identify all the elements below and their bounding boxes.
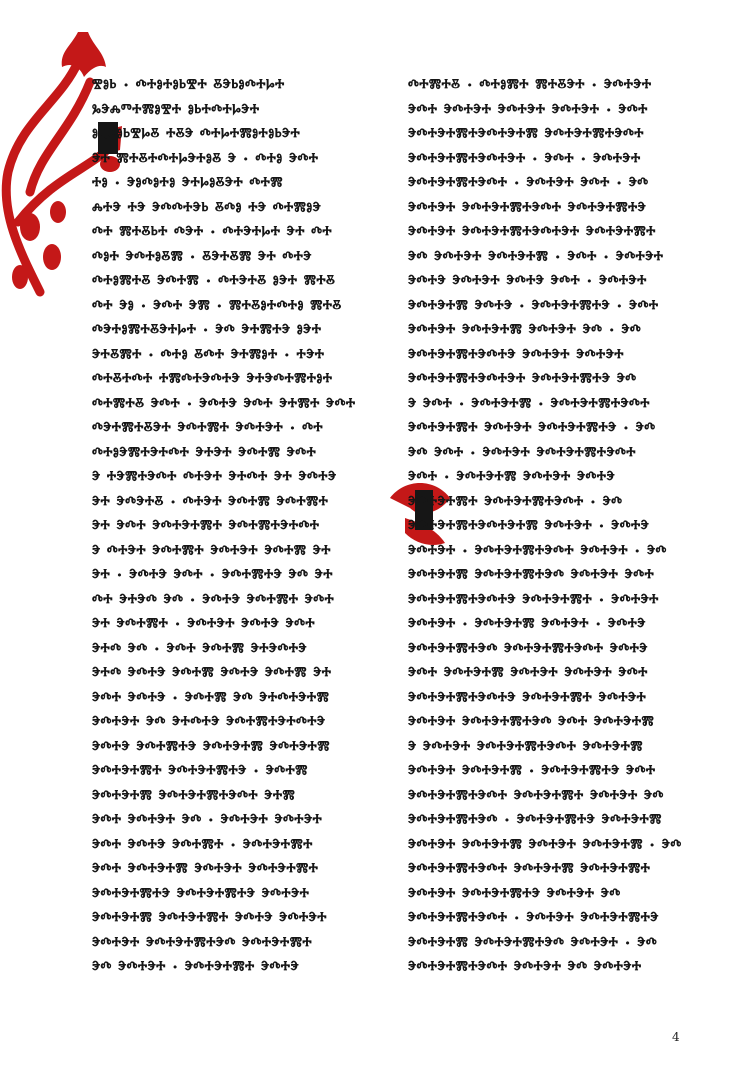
- text-line: ⰵⰰⰴ ⰵⰴⰰⰵ ⰵⰴⰰⰿ ⰵⰴⰰⰵ ⰵⰴⰰⰿ ⰵⰰ: [92, 664, 332, 684]
- text-line: ⰵⰴⰰⰵⰰ · ⰵⰴⰰⰵⰰⰿ ⰵⰴⰰⰵⰰ · ⰵⰴⰰⰵ: [408, 615, 646, 635]
- text-line: ⰵⰴ ⰵⰴⰰⰵⰰ ⰵⰴⰰⰵⰰⰿ · ⰵⰴⰰ · ⰵⰴⰰⰵⰰ: [408, 247, 664, 268]
- text-line: ⰴⰰⱁⰿⰰⰻ ⰵⰴⰰⰿ · ⰴⰰⰵⰰⰻ ⱁⰵⰰ ⰿⰰⰻ: [92, 272, 336, 292]
- text-line: ⰴⱁⰰ ⰵⰴⰰⱁⰻⰿ · ⰻⰵⰰⰻⰿ ⰵⰰ ⰴⰰⰵ: [92, 247, 312, 268]
- text-line: ⰵⰴⰰⰵⰰⰿⰰⰵⰴⰰⰵ ⰵⰴⰰⰵⰰⰿⰰ · ⰵⰴⰰⰵⰰ: [408, 590, 659, 611]
- right-text-column: [408, 74, 698, 981]
- text-line: ⰵⰰ · ⰵⰴⰰⰵ ⰵⰴⰰ · ⰵⰴⰰⰿⰰⰵ ⰵⰴ ⰵⰰ: [92, 566, 333, 586]
- text-line: ⰵⰴⰰ ⰵⰴⰰⰵⰰⰿ ⰵⰴⰰⰵⰰ ⰵⰴⰰⰵⰰⰿⰰ: [92, 860, 319, 880]
- text-line: ⰵⰰⰻⰿⰰ · ⰴⰰⱁ ⰻⰴⰰ ⰵⰰⰿⱁⰰ · ⰰⰵⰰ: [92, 345, 325, 366]
- text-line: ⰵⰴⰰⰵⰰⰿⰰⰵⰴⰰ · ⰵⰴⰰⰵⰰ ⰵⰴⰰ · ⰵⰴ: [408, 174, 649, 194]
- text-line: ⰴⰰ ⰵⰰⰵⰴ ⰵⰴ · ⰵⰴⰰⰵ ⰵⰴⰰⰿⰰ ⰵⰴⰰ: [92, 590, 335, 611]
- text-line: ⰴⰵⰰⱁⰿⰰⰻⰵⰰⱈⰰ · ⰵⰴ ⰵⰰⰿⰰⰵ ⱁⰵⰰ: [92, 321, 322, 341]
- text-line: ⰵⰴⰰⰵⰰ ⰵⰴⰰⰵⰰⰿⰰⰵ ⰵⰴⰰⰵⰰ ⰵⰴ: [408, 884, 621, 905]
- text-line: ⰴⰰⰿⰰⰻ ⰵⰴⰰ · ⰵⰴⰰⰵ ⰵⰴⰰ ⰵⰰⰿⰰ ⰵⰴⰰ: [92, 394, 356, 415]
- text-line: ⰵⰴⰰⰵⰰⰿⰰⰵⰴⰰⰵⰰⰿ ⰵⰴⰰⰵⰰⰿⰰⰵⰴⰰ: [408, 125, 644, 145]
- text-line: ⰵⰴⰰⰵⰰ ⰵⰴⰰⰵⰰⰿ ⰵⰴⰰⰵⰰ ⰵⰴ · ⰵⰴ: [408, 321, 642, 341]
- text-line: ⰵ ⰵⰴⰰ · ⰵⰴⰰⰵⰰⰿ · ⰵⰴⰰⰵⰰⰿⰰⰵⰴⰰ: [408, 394, 650, 415]
- text-line: ⰵⰰ ⰵⰴⰵⰰⰻ · ⰴⰰⰵⰰ ⰵⰴⰰⰿ ⰵⰴⰰⰿⰰ: [92, 492, 329, 513]
- text-line: ⰵⰰ ⰿⰰⰻⰰⰴⰰⱈⰵⰰⱁⰻ ⰵ · ⰴⰰⱁ ⰵⰴⰰ: [92, 149, 319, 170]
- text-line: ⰵⰴⰰⰵⰰⰿⰰⰵ ⰵⰴⰰⰵⰰⰿⰰⰵ ⰵⰴⰰⰵⰰ: [92, 884, 310, 905]
- text-line: ⰵⰴⰰⰵⰰ ⰵⰴⰰⰵⰰⰿⰰⰵⰴⰰⰵⰰ ⰵⰴⰰⰵⰰⰿⰰ: [408, 223, 656, 243]
- text-line: ⰵⰴⰰⰵⰰ ⰵⰴⰰⰵⰰⰿ ⰵⰴⰰⰵⰰ ⰵⰴⰰⰵⰰⰿ · ⰵⰴ: [408, 835, 682, 856]
- page-number: 4: [672, 1030, 680, 1044]
- text-line: ⰵⰴⰰⰵⰰ ⰵⰴⰰⰵⰰⰿⰰⰵⰴⰰ ⰵⰴⰰⰵⰰⰿⰰⰵ: [408, 198, 647, 219]
- text-line: ⰵ ⰵⰴⰰⰵⰰ ⰵⰴⰰⰵⰰⰿⰰⰵⰴⰰ ⰵⰴⰰⰵⰰⰿ: [408, 737, 643, 758]
- text-line: ⰵⰴⰰ ⰵⰴⰰⰵⰰ ⰵⰴⰰⰵⰰ ⰵⰴⰰⰵⰰ · ⰵⰴⰰ: [408, 100, 648, 121]
- text-line: ⰵⰴⰰⰵⰰⰿⰰ ⰵⰴⰰⰵⰰⰿⰰⰵⰴⰰ · ⰵⰴ: [408, 492, 623, 513]
- text-line: ⰾⰰⰵ ⰰⰵ ⰵⰴⰴⰰⰵⱃ ⰻⰴⱁ ⰰⰵ ⰴⰰⰿⱁⰵ: [92, 198, 322, 219]
- text-line: ⰵⰴⰰⰵⰰⰿⰰ ⰵⰴⰰⰵⰰ ⰵⰴⰰⰵⰰⰿⰰⰵ · ⰵⰴ: [408, 419, 656, 439]
- text-line: ⰵⰴⰰⰵⰰ ⰵⰴⰰⰵⰰⰿ · ⰵⰴⰰⰵⰰⰿⰰⰵ ⰵⰴⰰ: [408, 762, 656, 782]
- text-line: ⰵⰴⰰⰵⰰⰿ ⰵⰴⰰⰵⰰⰿⰰⰵⰴ ⰵⰴⰰⰵⰰ ⰵⰴⰰ: [408, 566, 655, 586]
- text-line: ⰵⰴⰰⰵⰰⰿⰰⰵⰴⰰⰵⰰ ⰵⰴⰰⰵⰰⰿⰰⰵ ⰵⰴ: [408, 370, 637, 390]
- text-line: ⰵⰰ ⰵⰴⰰ ⰵⰴⰰⰵⰰⰿⰰ ⰵⰴⰰⰿⰰⰵⰰⰴⰰ: [92, 517, 320, 537]
- text-line: ⰳⰵⰾⱅⰰⰿⱁⰺⰰ ⱁⱃⰰⰴⰰⱈⰵⰰ: [92, 100, 260, 121]
- text-line: ⰵⰴⰰⰵⰰ ⰵⰴ ⰵⰰⰴⰰⰵ ⰵⰴⰰⰿⰰⰵⰰⰴⰰⰵ: [92, 713, 326, 733]
- text-line: ⰵⰴⰰ · ⰵⰴⰰⰵⰰⰿ ⰵⰴⰰⰵⰰ ⰵⰴⰰⰵ: [408, 468, 616, 488]
- text-line: ⰵⰴⰰⰵ ⰵⰴⰰⰵⰰ ⰵⰴⰰⰵ ⰵⰴⰰ · ⰵⰴⰰⰵⰰ: [408, 272, 647, 292]
- text-line: ⰵⰴⰰⰵⰰ ⰵⰴⰰⰵⰰⰿⰰⰵⰴ ⰵⰴⰰⰵⰰⰿⰰ: [92, 933, 312, 954]
- text-line: ⰵⰴⰰⰵⰰⰿⰰ ⰵⰴⰰⰵⰰⰿⰰⰵ · ⰵⰴⰰⰿ: [92, 762, 308, 782]
- text-line: ⰴⰰⱁⰵⰿⰰⰵⰰⰴⰰ ⰵⰰⰵⰰ ⰵⰴⰰⰿ ⰵⰴⰰ: [92, 443, 317, 464]
- text-line: ⰵ ⰴⰰⰵⰰ ⰵⰴⰰⰿⰰ ⰵⰴⰰⰵⰰ ⰵⰴⰰⰿ ⰵⰰ: [92, 541, 331, 562]
- text-line: ⱁⰱⰵⱁⱃⰺⱈⰻ ⰰⰻⰵ ⰴⰰⱈⰰⰿⱁⰰⱁⱃⰵⰰ: [92, 125, 301, 145]
- text-line: ⰵⰴⰰ ⰵⰴⰰⰵ ⰵⰴⰰⰿⰰ · ⰵⰴⰰⰵⰰⰿⰰ: [92, 835, 313, 856]
- text-line: ⰵⰴ ⰵⰴⰰⰵⰰ · ⰵⰴⰰⰵⰰⰿⰰ ⰵⰴⰰⰵ: [92, 958, 300, 978]
- text-line: ⰵⰴⰰⰵⰰⰿ ⰵⰴⰰⰵ · ⰵⰴⰰⰵⰰⰿⰰⰵ · ⰵⰴⰰ: [408, 296, 659, 317]
- text-line: ⰵⰴⰰⰵⰰⰿⰰⰵⰴⰰⰵⰰ · ⰵⰴⰰ · ⰵⰴⰰⰵⰰ: [408, 149, 641, 170]
- text-line: ⰵⰴⰰⰵⰰⰿ ⰵⰴⰰⰵⰰⰿⰰⰵⰴⰰ ⰵⰰⰿ: [92, 786, 296, 807]
- text-line: ⰰⱁ · ⰵⱁⰴⱁⰰⱁ ⰵⰰⱈⱁⰻⰵⰰ ⰴⰰⰿ: [92, 174, 283, 194]
- text-line: ⰵⰴⰰⰵⰰⰿⰰⰵⰴ ⰵⰴⰰⰵⰰⰿⰰⰵⰴⰰ ⰵⰴⰰⰵ: [408, 639, 648, 660]
- text-line: ⰵⰴⰰⰵⰰⰿⰰⰵⰴⰰⰵⰰⰿ ⰵⰴⰰⰵⰰ · ⰵⰴⰰⰵ: [408, 517, 650, 537]
- text-line: ⰵⰴⰰⰵⰰⰿⰰⰵⰴⰰ · ⰵⰴⰰⰵⰰ ⰵⰴⰰⰵⰰⰿⰰⰵ: [408, 909, 659, 929]
- text-line: ⰵⰴⰰⰵⰰⰿⰰⰵⰴⰰ ⰵⰴⰰⰵⰰ ⰵⰴ ⰵⰴⰰⰵⰰ: [408, 958, 642, 978]
- text-line: ⰵⰴⰰⰵⰰⰿⰰⰵⰴ · ⰵⰴⰰⰵⰰⰿⰰⰵ ⰵⰴⰰⰵⰰⰿ: [408, 811, 662, 831]
- text-line: ⰵⰴ ⰵⰴⰰ · ⰵⰴⰰⰵⰰ ⰵⰴⰰⰵⰰⰿⰰⰵⰴⰰ: [408, 443, 636, 464]
- text-line: ⰵⰴⰰⰵⰰⰿⰰⰵⰴⰰ ⰵⰴⰰⰵⰰⰿⰰ ⰵⰴⰰⰵⰰ ⰵⰴ: [408, 786, 664, 807]
- text-line: ⰺⱁⱃ · ⰴⰰⱁⰰⱁⱃⰺⰰ ⰻⰵⱃⱁⰴⰰⱈⰰ: [92, 76, 285, 96]
- text-line: ⰵⰴⰰⰵⰰⰿⰰⰵⰴⰰⰵ ⰵⰴⰰⰵⰰ ⰵⰴⰰⰵⰰ: [408, 345, 624, 366]
- text-line: ⰵⰴⰰⰵⰰⰿ ⰵⰴⰰⰵⰰⰿⰰⰵⰴ ⰵⰴⰰⰵⰰ · ⰵⰴ: [408, 933, 658, 954]
- text-line: ⰵⰴⰰⰵⰰⰿⰰⰵⰴⰰ ⰵⰴⰰⰵⰰⰿ ⰵⰴⰰⰵⰰⰿⰰ: [408, 860, 651, 880]
- text-line: ⰵⰴⰰ ⰵⰴⰰⰵⰰ ⰵⰴ · ⰵⰴⰰⰵⰰ ⰵⰴⰰⰵⰰ: [92, 811, 323, 831]
- text-line: ⰵⰴⰰⰵ ⰵⰴⰰⰿⰰⰵ ⰵⰴⰰⰵⰰⰿ ⰵⰴⰰⰵⰰⰿ: [92, 737, 330, 758]
- text-line: ⰵⰴⰰ ⰵⰴⰰⰵⰰⰿ ⰵⰴⰰⰵⰰ ⰵⰴⰰⰵⰰ ⰵⰴⰰ: [408, 664, 648, 684]
- text-line: ⰴⰰⰿⰰⰻ · ⰴⰰⱁⰿⰰ ⰿⰰⰻⰵⰰ · ⰵⰴⰰⰵⰰ: [408, 76, 652, 96]
- text-line: ⰵⰴⰰⰵⰰ · ⰵⰴⰰⰵⰰⰿⰰⰵⰴⰰ ⰵⰴⰰⰵⰰ · ⰵⰴ: [408, 541, 667, 562]
- text-line: ⰵⰴⰰ ⰵⰴⰰⰵ · ⰵⰴⰰⰿ ⰵⰴ ⰵⰰⰴⰰⰵⰰⰿ: [92, 688, 330, 709]
- text-line: ⰴⰵⰰⰿⰰⰻⰵⰰ ⰵⰴⰰⰿⰰ ⰵⰴⰰⰵⰰ · ⰴⰰ: [92, 419, 324, 439]
- text-line: ⰴⰰ ⰵⱁ · ⰵⰴⰰ ⰵⰿ · ⰿⰰⰻⱁⰰⰴⰰⱁ ⰿⰰⰻ: [92, 296, 342, 317]
- text-line: ⰵ ⰰⰵⰿⰰⰵⰴⰰ ⰴⰰⰵⰰ ⰵⰰⰴⰰ ⰵⰰ ⰵⰴⰰⰵ: [92, 468, 337, 488]
- text-line: ⰴⰰⰻⰰⰴⰰ ⰰⰿⰴⰰⰵⰴⰰⰵ ⰵⰰⰵⰴⰰⰿⰰⱁⰰ: [92, 370, 333, 390]
- left-text-column: [92, 74, 382, 981]
- text-line: ⰵⰴⰰⰵⰰⰿⰰⰵⰴⰰⰵ ⰵⰴⰰⰵⰰⰿⰰ ⰵⰴⰰⰵⰰ: [408, 688, 647, 709]
- text-line: ⰵⰴⰰⰵⰰⰿ ⰵⰴⰰⰵⰰⰿⰰ ⰵⰴⰰⰵ ⰵⰴⰰⰵⰰ: [92, 909, 327, 929]
- text-line: ⰴⰰ ⰿⰰⰻⱃⰰ ⰴⰵⰰ · ⰴⰰⰵⰰⱈⰰ ⰵⰰ ⰴⰰ: [92, 223, 333, 243]
- text-line: ⰵⰰⰴ ⰵⰴ · ⰵⰴⰰ ⰵⰴⰰⰿ ⰵⰰⰵⰴⰰⰵ: [92, 639, 307, 660]
- text-line: ⰵⰰ ⰵⰴⰰⰿⰰ · ⰵⰴⰰⰵⰰ ⰵⰴⰰⰵ ⰵⰴⰰ: [92, 615, 315, 635]
- text-line: ⰵⰴⰰⰵⰰ ⰵⰴⰰⰵⰰⰿⰰⰵⰴ ⰵⰴⰰ ⰵⰴⰰⰵⰰⰿ: [408, 713, 655, 733]
